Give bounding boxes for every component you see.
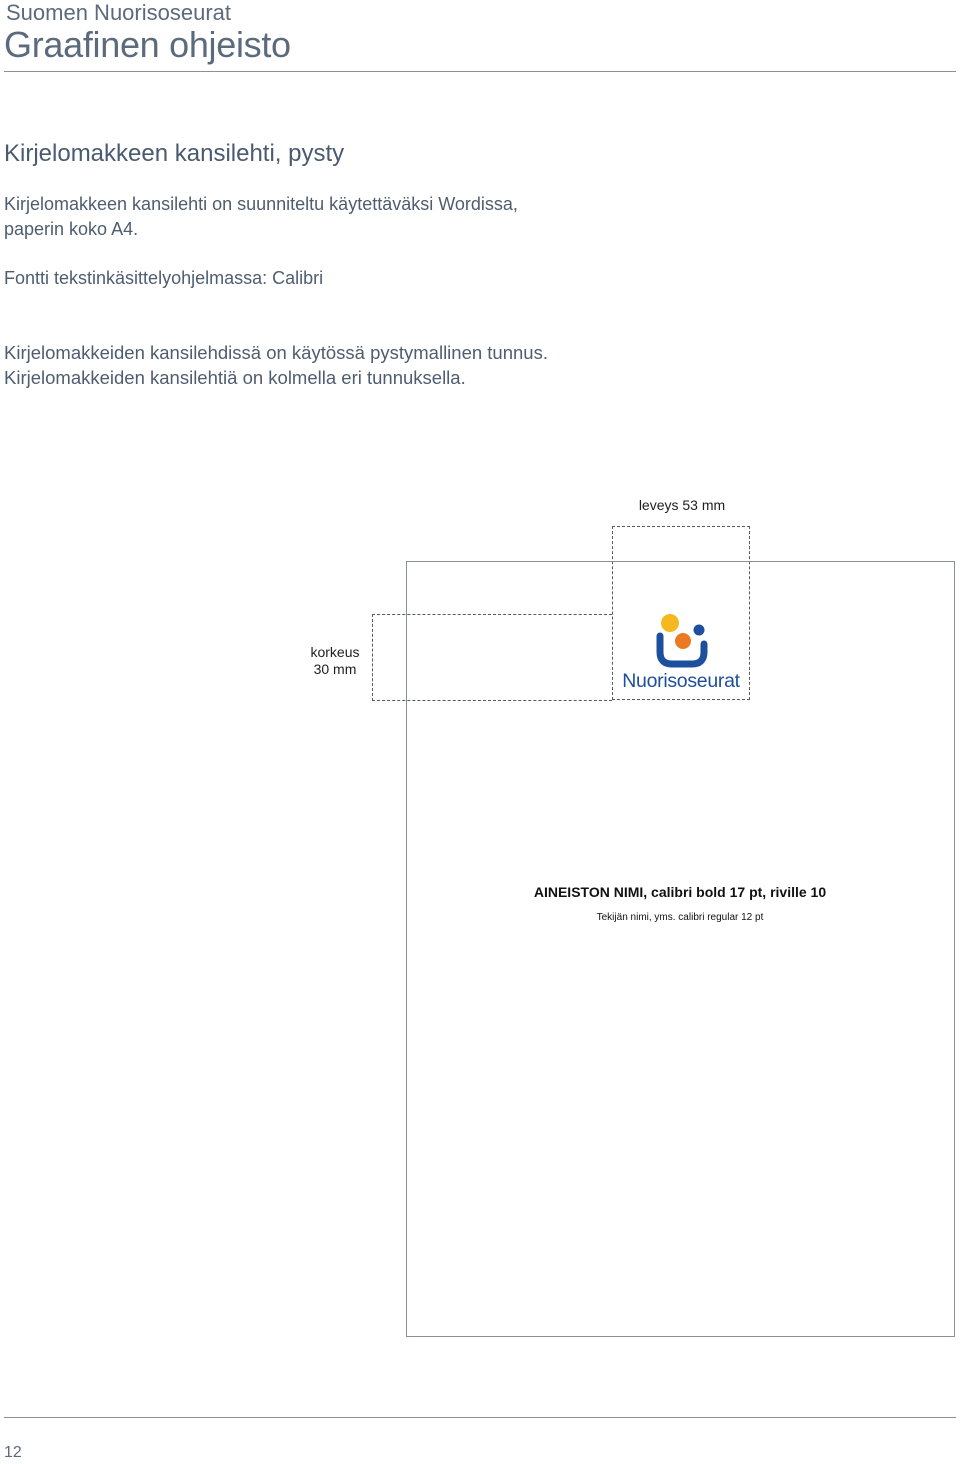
nuorisoseurat-logo [616, 610, 746, 694]
width-label: leveys 53 mm [638, 497, 726, 513]
height-label-line-1: korkeus [310, 644, 360, 660]
usage-line-2: Kirjelomakkeiden kansilehtiä on kolmella eri tunnuksella. [4, 367, 466, 388]
intro-line-2: paperin koko A4. [4, 219, 139, 239]
brand-name: Suomen Nuorisoseurat [6, 0, 232, 25]
intro-line-1: Kirjelomakkeen kansilehti on suunniteltu käytettäväksi Wordissa, [4, 194, 518, 214]
page-title: Graafinen ohjeisto [4, 24, 291, 65]
page-number: 12 [4, 1444, 22, 1461]
footer-divider [4, 1417, 956, 1418]
cover-title-sample: AINEISTON NIMI, calibri bold 17 pt, riville 10 [533, 884, 827, 900]
height-label [300, 644, 370, 678]
usage-line-1: Kirjelomakkeiden kansilehdissä on käytössä pystymallinen tunnus. [4, 342, 548, 363]
height-guide-box [372, 614, 612, 701]
logo-wordmark: Nuorisoseurat [622, 670, 740, 692]
font-note: Fontti tekstinkäsittelyohjelmassa: Calibri [4, 268, 324, 288]
cover-subtitle-sample: Tekijän nimi, yms. calibri regular 12 pt [596, 912, 764, 923]
header-divider [4, 71, 956, 72]
height-label-line-2: 30 mm [313, 661, 357, 677]
section-heading: Kirjelomakkeen kansilehti, pysty [4, 140, 345, 167]
